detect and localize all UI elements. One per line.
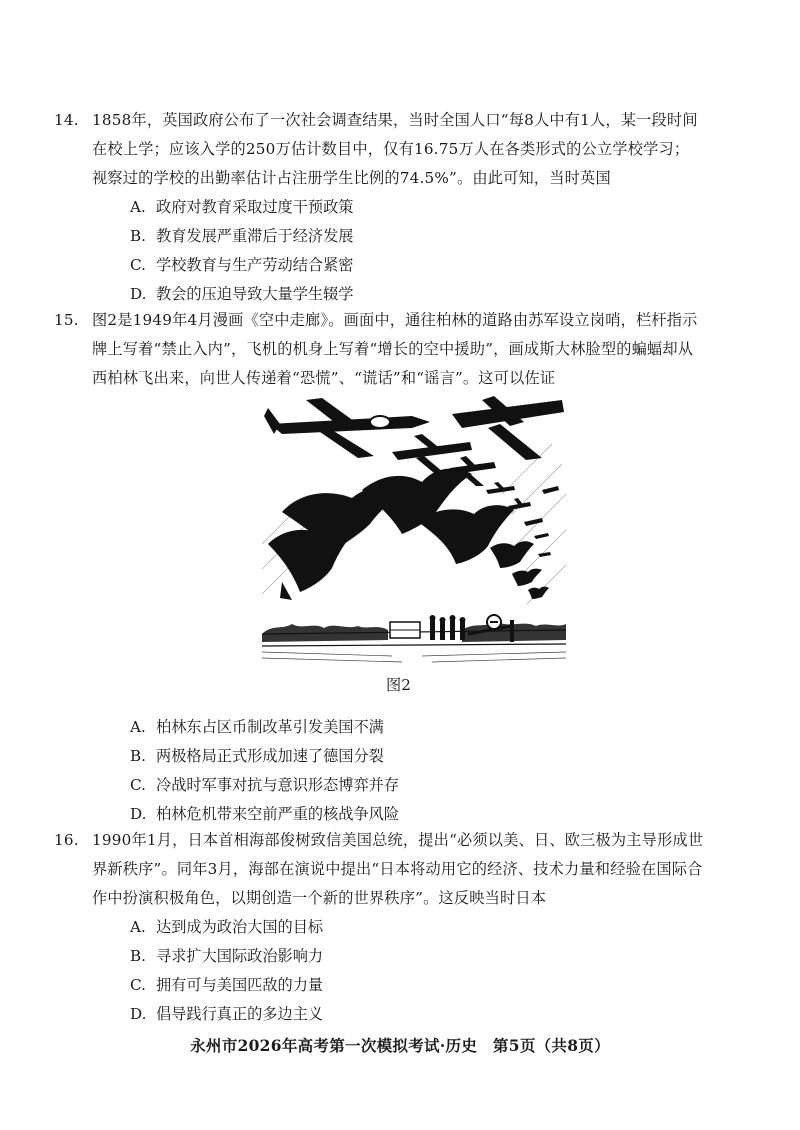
option-text: 教会的压迫导致大量学生辍学 xyxy=(156,285,354,303)
option-text: 两极格局正式形成加速了德国分裂 xyxy=(156,747,384,765)
question-14-stem xyxy=(54,106,704,193)
question-15-option-c[interactable] xyxy=(130,771,399,800)
question-16-option-c[interactable] xyxy=(130,971,323,1000)
question-14-option-a[interactable] xyxy=(130,193,353,222)
question-16-option-a[interactable] xyxy=(130,913,323,942)
cartoon-illustration xyxy=(262,394,566,666)
question-16-option-d[interactable] xyxy=(130,1000,323,1029)
question-14-text: 1858年，英国政府公布了一次社会调查结果，当时全国人口“每8人中有1人，某一段时间在校上学；应该入学的250万估计数目中，仅有16.75万人在各类形式的公立学校学习；视察过的学校的出勤率估计占注册学生比例的74.5%”。由此可知，当时英国 xyxy=(92,111,698,187)
option-letter: A. xyxy=(130,718,146,736)
option-text: 教育发展严重滞后于经济发展 xyxy=(156,227,354,245)
question-14-option-b[interactable] xyxy=(130,222,353,251)
option-text: 倡导践行真正的多边主义 xyxy=(156,1005,324,1023)
option-letter: D. xyxy=(130,805,147,823)
option-text: 柏林危机带来空前严重的核战争风险 xyxy=(156,805,399,823)
option-letter: C. xyxy=(130,776,146,794)
question-16-stem xyxy=(54,826,704,913)
option-letter: C. xyxy=(130,256,146,274)
option-letter: A. xyxy=(130,918,146,936)
question-15-text: 图2是1949年4月漫画《空中走廊》。画面中，通往柏林的道路由苏军设立岗哨，栏杆指示牌上写着“禁止入内”，飞机的机身上写着“增长的空中援助”，画成斯大林脸型的蝙蝠却从西柏林飞出来，向世人传递着“恐慌”、“谎话”和“谣言”。这可以佐证 xyxy=(92,311,698,387)
question-14-option-d[interactable] xyxy=(130,280,353,309)
question-14-option-c[interactable] xyxy=(130,251,353,280)
option-text: 柏林东占区币制改革引发美国不满 xyxy=(156,718,384,736)
option-letter: B. xyxy=(130,947,146,965)
option-letter: B. xyxy=(130,227,146,245)
question-15-option-a[interactable] xyxy=(130,713,384,742)
question-16-number: 16. xyxy=(54,831,79,849)
page-footer: 永州市2026年高考第一次模拟考试·历史 第5页（共8页） xyxy=(190,1036,610,1055)
question-16-option-b[interactable] xyxy=(130,942,323,971)
option-letter: B. xyxy=(130,747,146,765)
option-letter: D. xyxy=(130,285,147,303)
option-letter: A. xyxy=(130,198,146,216)
option-text: 学校教育与生产劳动结合紧密 xyxy=(156,256,354,274)
option-text: 达到成为政治大国的目标 xyxy=(156,918,324,936)
question-15-number: 15. xyxy=(54,311,79,329)
option-text: 冷战时军事对抗与意识形态博弈并存 xyxy=(156,776,399,794)
question-15-option-d[interactable] xyxy=(130,800,399,829)
option-text: 政府对教育采取过度干预政策 xyxy=(156,198,354,216)
figure-caption: 图2 xyxy=(386,676,411,694)
question-15-stem xyxy=(54,306,704,393)
option-letter: D. xyxy=(130,1005,147,1023)
question-16-text: 1990年1月，日本首相海部俊树致信美国总统，提出“必须以美、日、欧三极为主导形成世界新秩序”。同年3月，海部在演说中提出“日本将动用它的经济、技术力量和经验在国际合作中扮演积极角色，以期创造一个新的世界秩序”。这反映当时日本 xyxy=(92,831,704,907)
option-letter: C. xyxy=(130,976,146,994)
option-text: 拥有可与美国匹敌的力量 xyxy=(156,976,324,994)
question-14-number: 14. xyxy=(54,111,79,129)
cartoon-air-corridor-figure xyxy=(262,394,566,666)
question-15-option-b[interactable] xyxy=(130,742,384,771)
option-text: 寻求扩大国际政治影响力 xyxy=(156,947,324,965)
